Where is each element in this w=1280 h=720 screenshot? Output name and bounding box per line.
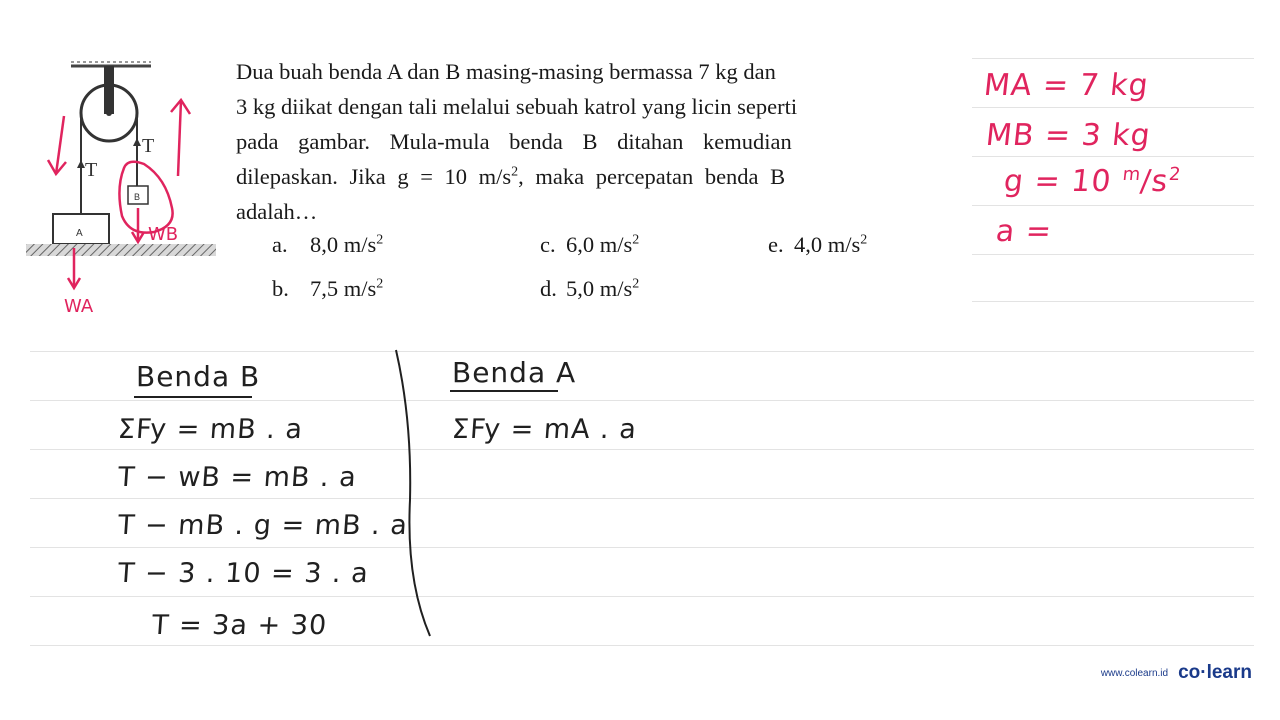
ruled-line	[30, 498, 1254, 499]
weight-b-label: WB	[148, 224, 179, 245]
problem-line: dilepaskan. Jika g = 10 $m/s^2$, maka percepatan benda B	[236, 164, 786, 189]
problem-line: pada gambar. Mula-mula benda B ditahan kemudian	[236, 129, 792, 154]
given-acceleration: a =	[994, 214, 1054, 249]
pulley-diagram	[26, 48, 226, 328]
option-e[interactable]: e. 4,0 $m/s^2$	[768, 232, 868, 257]
benda-b-step: T = 3a + 30	[150, 610, 329, 641]
ruled-line	[972, 254, 1254, 255]
arrow-up-icon	[178, 100, 181, 176]
colearn-logo: co·learn	[1178, 662, 1252, 683]
benda-b-step: ΣFy = mB . a	[116, 414, 305, 445]
benda-a-heading: Benda A	[452, 356, 577, 389]
benda-b-step: T − mB . g = mB . a	[116, 510, 409, 541]
ruled-line	[30, 596, 1254, 597]
given-mass-b: MB = 3 kg	[984, 118, 1153, 153]
option-d[interactable]: d. 5,0 $m/s^2$	[540, 276, 640, 301]
option-c[interactable]: c. 6,0 $m/s^2$	[540, 232, 640, 257]
benda-a-step: ΣFy = mA . a	[450, 414, 639, 445]
benda-b-underline	[134, 396, 252, 398]
problem-text	[236, 54, 958, 229]
given-gravity: g = 10 $^m/s^2$	[1002, 164, 1183, 199]
benda-a-underline	[450, 390, 558, 392]
ruled-line	[30, 449, 1254, 450]
ruled-line	[972, 205, 1254, 206]
footer	[1101, 662, 1252, 684]
problem-line: 3 kg diikat dengan tali melalui sebuah katrol yang licin seperti	[236, 94, 798, 119]
tension-label-right: T	[142, 135, 155, 157]
weight-a-label: WA	[64, 296, 94, 317]
ruled-line	[30, 547, 1254, 548]
tension-label-left: T	[85, 159, 98, 181]
benda-b-step: T − wB = mB . a	[116, 462, 358, 493]
option-b[interactable]: b. 7,5 $m/s^2$	[272, 276, 384, 301]
benda-b-heading: Benda B	[136, 360, 261, 393]
ruled-line	[972, 107, 1254, 108]
ruled-line	[972, 156, 1254, 157]
ruled-line	[30, 351, 1254, 352]
footer-url[interactable]: www.colearn.id	[1100, 667, 1169, 679]
problem-line: adalah…	[236, 199, 318, 224]
option-a[interactable]: a. 8,0 $m/s^2$	[272, 232, 384, 257]
ruled-line	[30, 400, 1254, 401]
ruled-line	[972, 58, 1254, 59]
problem-line: Dua buah benda A dan B masing-masing bermassa 7 kg dan	[236, 59, 776, 84]
benda-b-step: T − 3 . 10 = 3 . a	[116, 558, 370, 589]
block-b-label: B	[134, 192, 141, 202]
ruled-line	[30, 645, 1254, 646]
given-mass-a: MA = 7 kg	[982, 68, 1151, 103]
ruled-line	[972, 301, 1254, 302]
block-a-label: A	[76, 228, 83, 239]
